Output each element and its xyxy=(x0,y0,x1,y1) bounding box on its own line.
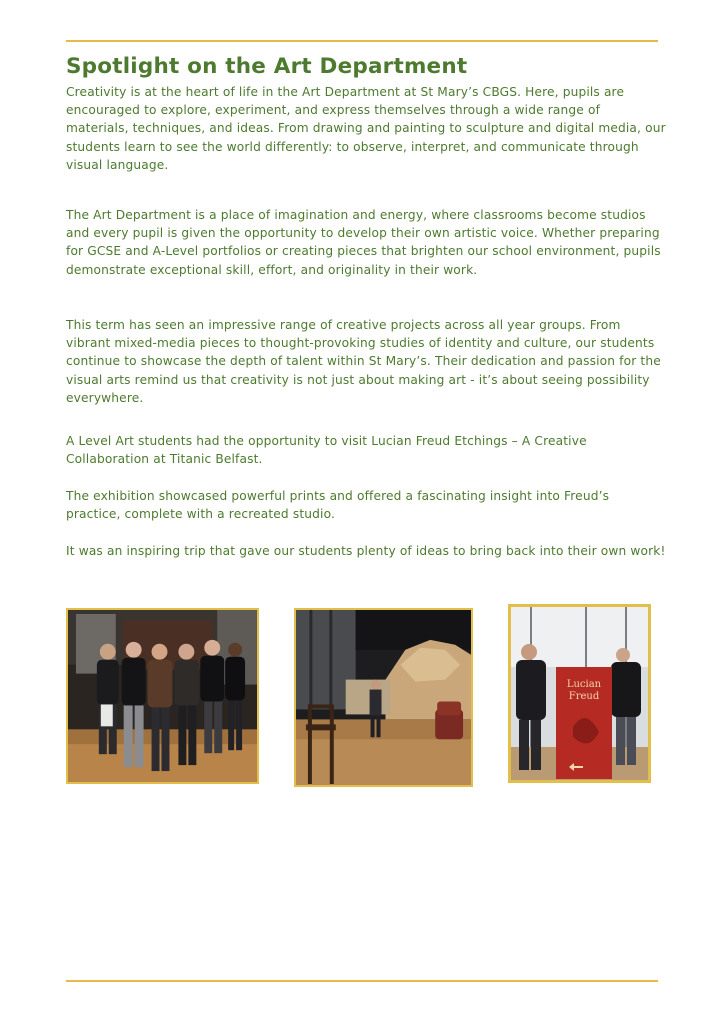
poster-illustration xyxy=(511,607,648,780)
studio-illustration xyxy=(296,610,471,785)
intro-paragraph: Creativity is at the heart of life in the Art Department at St Mary’s CBGS. Here, pupils are encouraged to explore, experiment, and express themselves through a wide range of materials, techniques, and ideas. From drawing and painting to sculpture and digital media, our students learn to see the world differently: to observe, interpret, and communicate through visual language. xyxy=(66,85,666,172)
exhibition-paragraph: The exhibition showcased powerful prints and offered a fascinating insight into Freud’s practice, complete with a recreated studio. xyxy=(66,489,610,522)
trip-closing-paragraph: It was an inspiring trip that gave our students plenty of ideas to bring back into their own work! xyxy=(66,544,666,558)
projects-paragraph: This term has seen an impressive range of creative projects across all year groups. From vibrant mixed-media pieces to thought-provoking studies of identity and culture, our students continue to showcase the depth of talent within St Mary’s. Their dedication and passion for the visual arts remind us that creativity is not just about making art - it’s about seeing possibility everywhere. xyxy=(66,318,661,405)
trip-intro-paragraph: A Level Art students had the opportunity to visit Lucian Freud Etchings – A Creative Collaboration at Titanic Belfast. xyxy=(66,434,587,467)
page-title: Spotlight on the Art Department xyxy=(66,54,468,79)
students-group-photo xyxy=(66,608,259,784)
poster-title-line1: Lucian xyxy=(566,679,602,690)
recreated-studio-photo xyxy=(294,608,473,787)
top-divider xyxy=(66,40,658,42)
poster-title-line2: Freud xyxy=(568,691,600,702)
freud-poster-photo xyxy=(508,604,651,783)
students-group-illustration xyxy=(68,610,257,782)
department-paragraph: The Art Department is a place of imagination and energy, where classrooms become studios and every pupil is given the opportunity to develop their own artistic voice. Whether preparing for GCSE and A-Level portfolios or creating pieces that brighten our school environment, pupils demonstrate exceptional skill, effort, and originality in their work. xyxy=(66,208,661,277)
bottom-divider xyxy=(66,980,658,982)
